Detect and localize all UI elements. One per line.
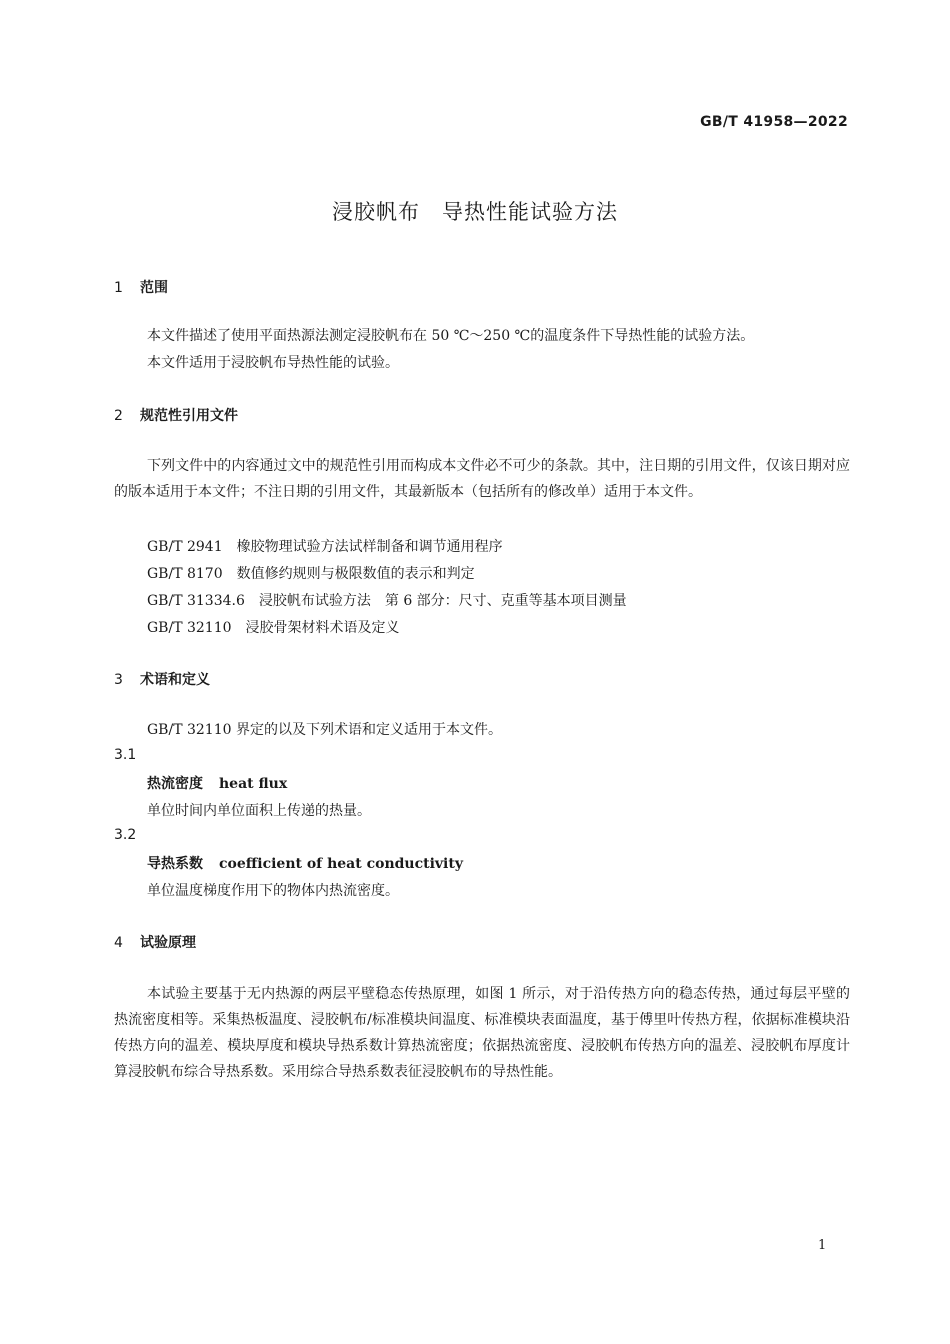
term-cn: 导热系数 xyxy=(147,856,203,872)
section-number: 3 xyxy=(114,672,123,688)
document-title: 浸胶帆布 导热性能试验方法 xyxy=(332,200,618,224)
section-title: 术语和定义 xyxy=(140,672,210,688)
section-title: 范围 xyxy=(140,280,168,296)
term-name xyxy=(147,773,287,793)
scope-paragraph-2: 本文件适用于浸胶帆布导热性能的试验。 xyxy=(147,355,399,371)
page-number: 1 xyxy=(818,1238,827,1253)
section-number: 4 xyxy=(114,935,123,951)
terms-intro: GB/T 32110 界定的以及下列术语和定义适用于本文件。 xyxy=(147,722,502,738)
scope-paragraph-1: 本文件描述了使用平面热源法测定浸胶帆布在 50 ℃～250 ℃的温度条件下导热性能的试验方法。 xyxy=(147,328,755,344)
section-title: 规范性引用文件 xyxy=(140,408,238,424)
reference-item: GB/T 31334.6 浸胶帆布试验方法 第 6 部分：尺寸、克重等基本项目测量 xyxy=(147,593,627,609)
section-4-heading xyxy=(114,932,196,952)
section-3-heading xyxy=(114,669,210,689)
section-2-heading xyxy=(114,405,238,425)
reference-item: GB/T 2941 橡胶物理试验方法试样制备和调节通用程序 xyxy=(147,539,503,555)
term-en: heat flux xyxy=(219,776,288,792)
term-en: coefficient of heat conductivity xyxy=(219,856,463,872)
term-number: 3.2 xyxy=(114,827,137,843)
term-number: 3.1 xyxy=(114,747,137,763)
term-definition: 单位时间内单位面积上传递的热量。 xyxy=(147,803,371,819)
section-number: 2 xyxy=(114,408,123,424)
standard-code: GB/T 41958—2022 xyxy=(700,114,848,130)
section-title: 试验原理 xyxy=(140,935,196,951)
reference-item: GB/T 8170 数值修约规则与极限数值的表示和判定 xyxy=(147,566,475,582)
term-name xyxy=(147,853,463,873)
reference-item: GB/T 32110 浸胶骨架材料术语及定义 xyxy=(147,620,400,636)
normative-references-intro: 下列文件中的内容通过文中的规范性引用而构成本文件必不可少的条款。其中，注日期的引用文件，仅该日期对应的版本适用于本文件；不注日期的引用文件，其最新版本（包括所有的修改单）适用于本文件。 xyxy=(114,458,850,500)
term-definition: 单位温度梯度作用下的物体内热流密度。 xyxy=(147,883,399,899)
test-principle-paragraph: 本试验主要基于无内热源的两层平壁稳态传热原理，如图 1 所示，对于沿传热方向的稳态传热，通过每层平壁的热流密度相等。采集热板温度、浸胶帆布/标准模块间温度、标准模块表面温度，基于傅里叶传热方程，依据标准模块沿传热方向的温差、模块厚度和模块导热系数计算热流密度；依据热流密度、浸胶帆布传热方向的温差、浸胶帆布厚度计算浸胶帆布综合导热系数。采用综合导热系数表征浸胶帆布的导热性能。 xyxy=(114,986,850,1080)
section-number: 1 xyxy=(114,280,123,296)
section-1-heading xyxy=(114,277,168,297)
term-cn: 热流密度 xyxy=(147,776,203,792)
